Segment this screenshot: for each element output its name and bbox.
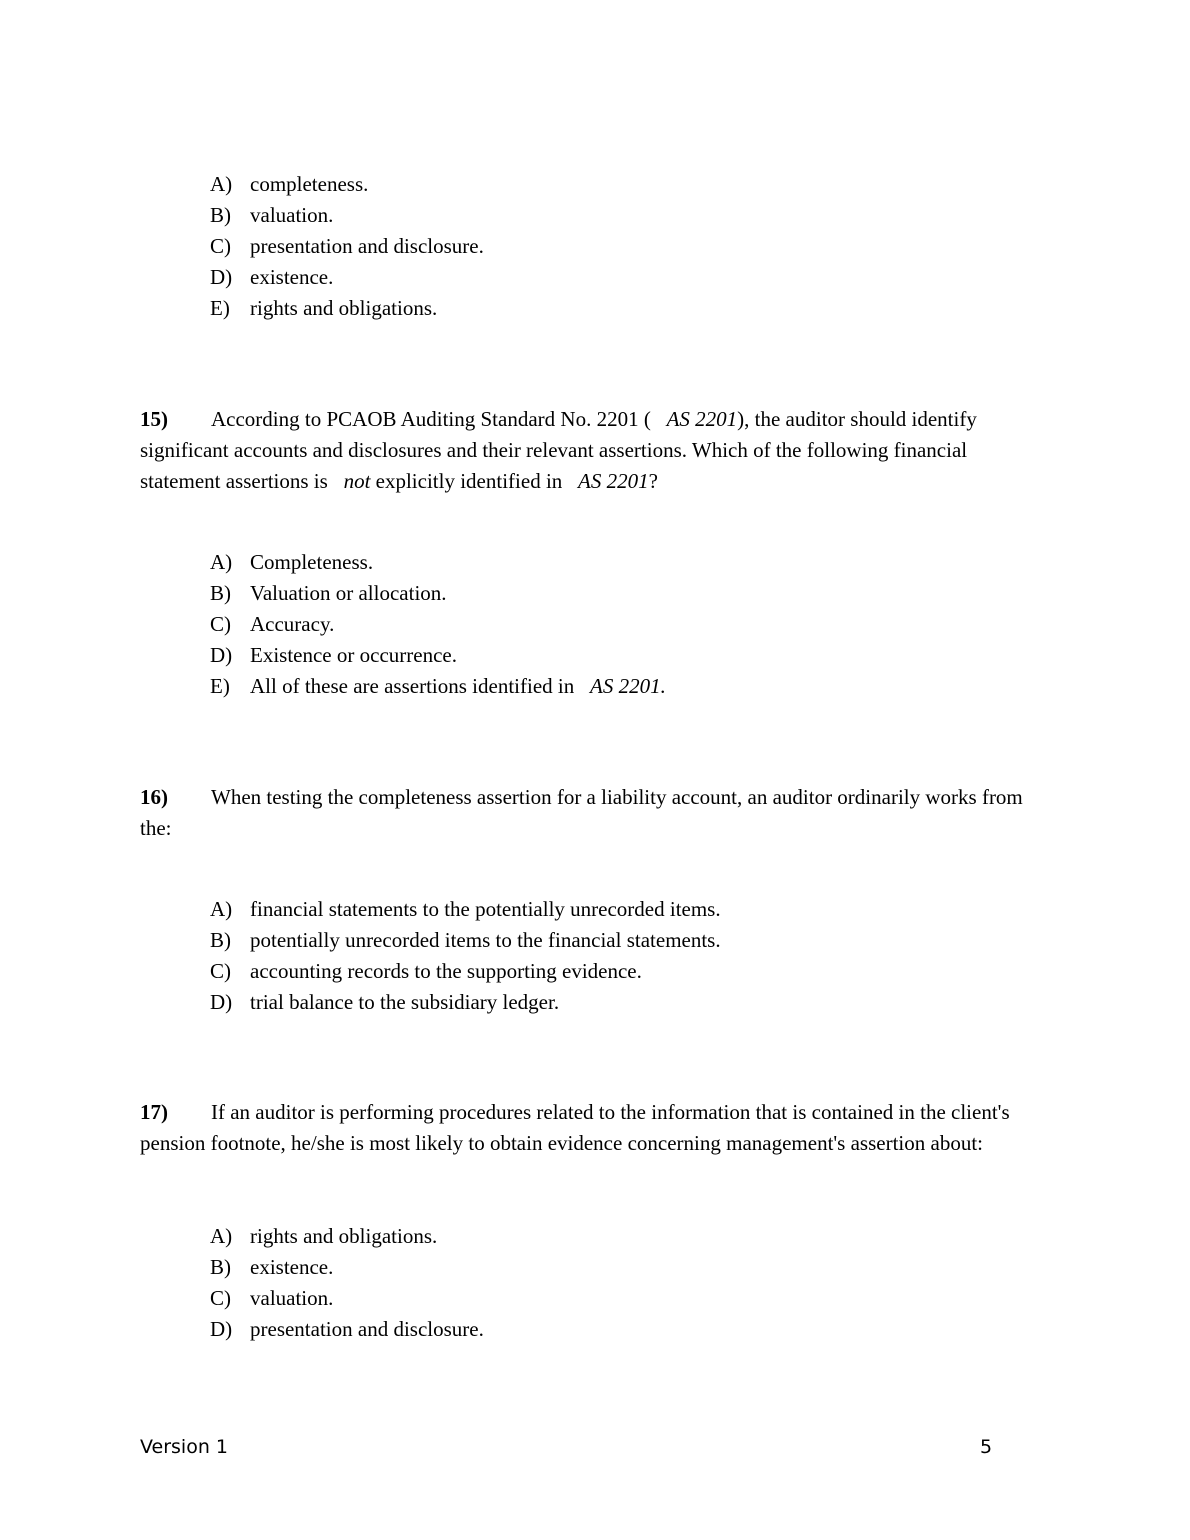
option-text: valuation. [250, 1286, 334, 1310]
stem-text: If an auditor is performing procedures related to the information that is contained in the client's pension footnote, he/she is most likely to obtain evidence concerning management's assertion about: [140, 1100, 1010, 1155]
stem-italic: AS 2201 [666, 407, 738, 431]
option-c [210, 1283, 484, 1314]
option-letter: A) [210, 550, 233, 574]
option-a [210, 547, 666, 578]
question-number: 15) [140, 407, 168, 431]
option-letter: A) [210, 897, 233, 921]
question-16-stem [140, 782, 1040, 844]
option-a [210, 169, 484, 200]
stem-italic: not [343, 469, 371, 493]
option-text: existence. [250, 265, 334, 289]
question-15-options [210, 547, 666, 702]
option-d [210, 640, 666, 671]
stem-text: When testing the completeness assertion for a liability account, an auditor ordinarily works from the: [140, 785, 1023, 840]
option-c [210, 231, 484, 262]
option-text: All of these are assertions identified in [250, 674, 580, 698]
option-text: trial balance to the subsidiary ledger. [250, 990, 560, 1014]
option-e [210, 293, 484, 324]
option-letter: E) [210, 674, 230, 698]
option-letter: D) [210, 1317, 233, 1341]
question-16-options [210, 894, 721, 1018]
option-letter: C) [210, 234, 231, 258]
option-a [210, 1221, 484, 1252]
option-letter: A) [210, 1224, 233, 1248]
option-text: potentially unrecorded items to the financial statements. [250, 928, 721, 952]
option-text: Completeness. [250, 550, 374, 574]
option-letter: B) [210, 1255, 231, 1279]
question-15-stem [140, 404, 1040, 497]
option-c [210, 609, 666, 640]
footer-version: Version 1 [140, 1436, 228, 1458]
option-b [210, 200, 484, 231]
stem-italic: AS 2201 [578, 469, 649, 493]
option-letter: A) [210, 172, 233, 196]
option-text: Existence or occurrence. [250, 643, 457, 667]
option-letter: C) [210, 1286, 231, 1310]
option-text: Accuracy. [250, 612, 335, 636]
option-a [210, 894, 721, 925]
option-letter: D) [210, 990, 233, 1014]
stem-text: According to PCAOB Auditing Standard No. 2201 ( [211, 407, 651, 431]
option-letter: B) [210, 581, 231, 605]
option-b [210, 1252, 484, 1283]
option-text: completeness. [250, 172, 369, 196]
option-letter: C) [210, 612, 231, 636]
option-italic: AS 2201 [590, 674, 661, 698]
option-text: presentation and disclosure. [250, 234, 484, 258]
question-number: 16) [140, 785, 168, 809]
option-text: accounting records to the supporting evidence. [250, 959, 642, 983]
question-17-options [210, 1221, 484, 1345]
option-letter: B) [210, 203, 231, 227]
option-text: rights and obligations. [250, 296, 438, 320]
option-text: existence. [250, 1255, 334, 1279]
option-d [210, 987, 721, 1018]
option-text: financial statements to the potentially unrecorded items. [250, 897, 721, 921]
option-text: Valuation or allocation. [250, 581, 447, 605]
option-b [210, 578, 666, 609]
footer-page-number: 5 [980, 1436, 993, 1458]
option-c [210, 956, 721, 987]
option-text: presentation and disclosure. [250, 1317, 484, 1341]
option-d [210, 1314, 484, 1345]
option-e [210, 671, 666, 702]
stem-text: ? [648, 469, 658, 493]
option-letter: E) [210, 296, 230, 320]
option-letter: B) [210, 928, 231, 952]
option-suffix: . [660, 674, 666, 698]
stem-text: explicitly identified in [370, 469, 568, 493]
question-number: 17) [140, 1100, 168, 1124]
option-text: valuation. [250, 203, 334, 227]
question-17-stem [140, 1097, 1040, 1159]
option-letter: C) [210, 959, 231, 983]
stem-text: ), the auditor should identify significant accounts and disclosures and their relevant assertions. Which of the following financial statement assertions is [140, 407, 977, 493]
option-b [210, 925, 721, 956]
option-text: rights and obligations. [250, 1224, 438, 1248]
option-letter: D) [210, 643, 233, 667]
option-letter: D) [210, 265, 233, 289]
option-d [210, 262, 484, 293]
prev-question-options [210, 169, 484, 324]
